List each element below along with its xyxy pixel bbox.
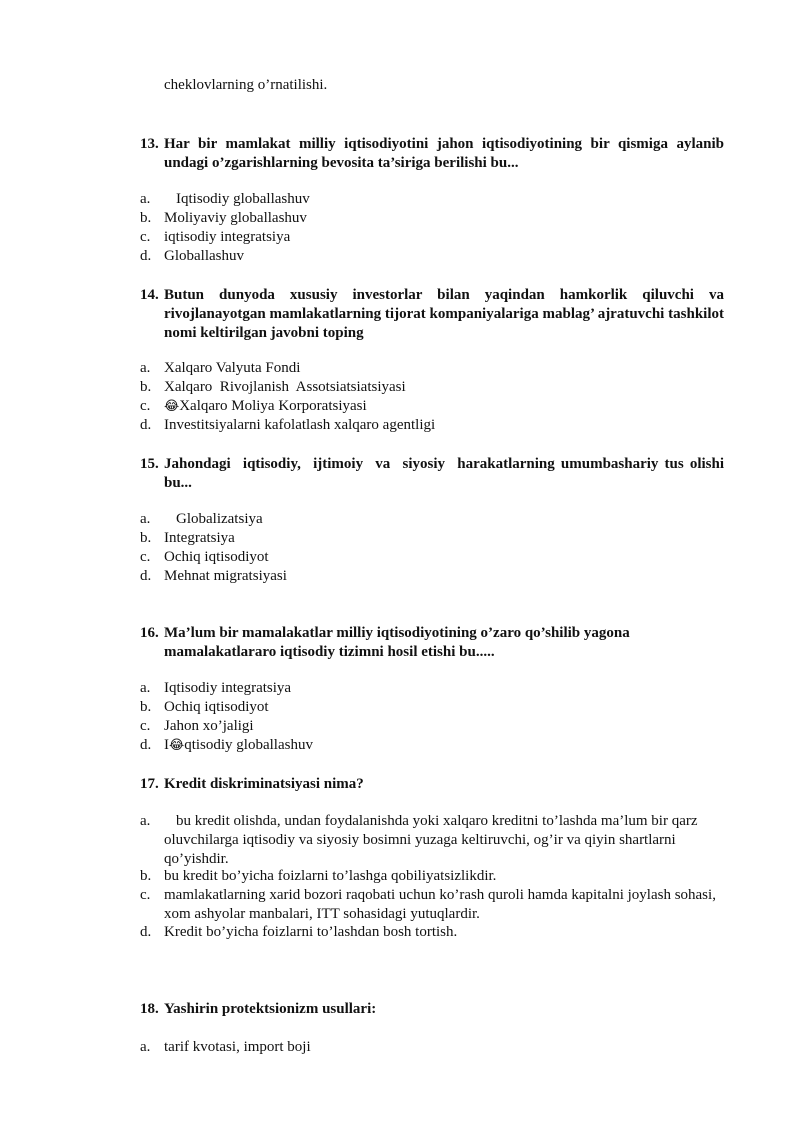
question-number: 15.: [140, 456, 159, 472]
option-text-body: Xalqaro Moliya Korporatsiyasi: [179, 398, 367, 414]
option-letter: c.: [140, 718, 151, 734]
option-17-a: [140, 812, 720, 869]
option-text: Iqtisodiy integratsiya: [164, 680, 292, 696]
option-letter: a.: [140, 680, 151, 696]
option-letter: b.: [140, 868, 152, 884]
option-letter: b.: [140, 530, 152, 546]
option-letter: c.: [140, 229, 151, 245]
option-letter: d.: [140, 737, 152, 753]
option-text-pre: I: [164, 737, 169, 753]
option-text: Kredit bo’yicha foizlarni to’lashdan bosh tortish.: [164, 924, 458, 940]
option-text: Mehnat migratsiyasi: [164, 568, 287, 584]
option-text: iqtisodiy integratsiya: [164, 229, 291, 245]
question-text: Jahondagi iqtisodiy, ijtimoiy va siyosiy harakatlarning umumbashariy tus olishi bu...: [164, 456, 728, 491]
option-text: Moliyaviy globallashuv: [164, 210, 307, 226]
option-letter: c.: [140, 398, 151, 414]
question-text: Ma’lum bir mamalakatlar milliy iqtisodiyotining o’zaro qo’shilib yagona mamalakatlararo iqtisodiy tizimni hosil etishi bu.....: [164, 625, 630, 660]
laughing-face-icon: 😂: [164, 399, 180, 414]
option-text: [164, 736, 724, 755]
option-letter: d.: [140, 417, 152, 433]
option-letter: d.: [140, 248, 152, 264]
option-letter: c.: [140, 549, 151, 565]
question-text: Kredit diskriminatsiyasi nima?: [164, 776, 364, 792]
option-text: Globalizatsiya: [176, 511, 263, 527]
question-number: 16.: [140, 625, 159, 641]
question-number: 18.: [140, 1001, 159, 1017]
question-17: [140, 775, 720, 795]
option-letter: c.: [140, 887, 151, 903]
option-text-post: qtisodiy globallashuv: [184, 737, 313, 753]
option-text: Integratsiya: [164, 530, 235, 546]
option-text: Xalqaro Rivojlanish Assotsiatsiatsiyasi: [164, 379, 406, 395]
continuation-text: cheklovlarning o’rnatilishi.: [164, 77, 328, 93]
option-text: Jahon xo’jaligi: [164, 718, 254, 734]
option-letter: b.: [140, 699, 152, 715]
question-number: 13.: [140, 136, 159, 152]
option-letter: a.: [140, 191, 151, 207]
option-text: mamlakatlarning xarid bozori raqobati uchun ko’rash quroli hamda kapitalni joylash sohasi, xom ashyolar manbalari, ITT sohasidagi yutuqlardir.: [164, 887, 716, 922]
option-text: Ochiq iqtisodiyot: [164, 699, 269, 715]
option-text: Iqtisodiy globallashuv: [176, 191, 310, 207]
question-14: [140, 286, 724, 344]
option-letter: b.: [140, 379, 152, 395]
question-text: Butun dunyoda xususiy investorlar bilan yaqindan hamkorlik qiluvchi va rivojlanayotgan mamlakatlarning tijorat kompaniyalariga mablag’ ajratuvchi tashkilot nomi keltirilgan javobni toping: [164, 287, 724, 341]
option-letter: a.: [140, 1039, 151, 1055]
option-text: Globallashuv: [164, 248, 244, 264]
option-text: Ochiq iqtisodiyot: [164, 549, 269, 565]
option-letter: b.: [140, 210, 152, 226]
option-letter: d.: [140, 924, 152, 940]
option-text: [164, 397, 724, 416]
question-number: 17.: [140, 776, 159, 792]
option-letter: a.: [140, 360, 151, 376]
option-letter: d.: [140, 568, 152, 584]
question-16: [140, 624, 720, 664]
question-number: 14.: [140, 287, 159, 303]
option-letter: a.: [140, 511, 151, 527]
question-13: [140, 135, 724, 175]
question-text: Yashirin protektsionizm usullari:: [164, 1001, 377, 1017]
option-text: bu kredit olishda, undan foydalanishda yoki xalqaro kreditni to’lashda ma’lum bir qarz oluvchilarga iqtisodiy va siyosiy bosimni yuzaga keltiruvchi, og’ir va qiyin shartlarni qo’yishdir.: [164, 813, 698, 867]
option-text: Investitsiyalarni kafolatlash xalqaro agentligi: [164, 417, 436, 433]
question-18: [140, 1000, 720, 1020]
option-text: bu kredit bo’yicha foizlarni to’lashga qobiliyatsizlikdir.: [164, 868, 497, 884]
question-15: [140, 455, 728, 495]
option-17-c: [140, 886, 720, 924]
option-text: tarif kvotasi, import boji: [164, 1039, 311, 1055]
question-text: Har bir mamlakat milliy iqtisodiyotini jahon iqtisodiyotining bir qismiga aylanib undagi o’zgarishlarning bevosita ta’siriga berilishi bu...: [164, 136, 724, 171]
option-text: Xalqaro Valyuta Fondi: [164, 360, 301, 376]
option-letter: a.: [140, 813, 151, 829]
laughing-face-icon: 😂: [169, 738, 185, 753]
